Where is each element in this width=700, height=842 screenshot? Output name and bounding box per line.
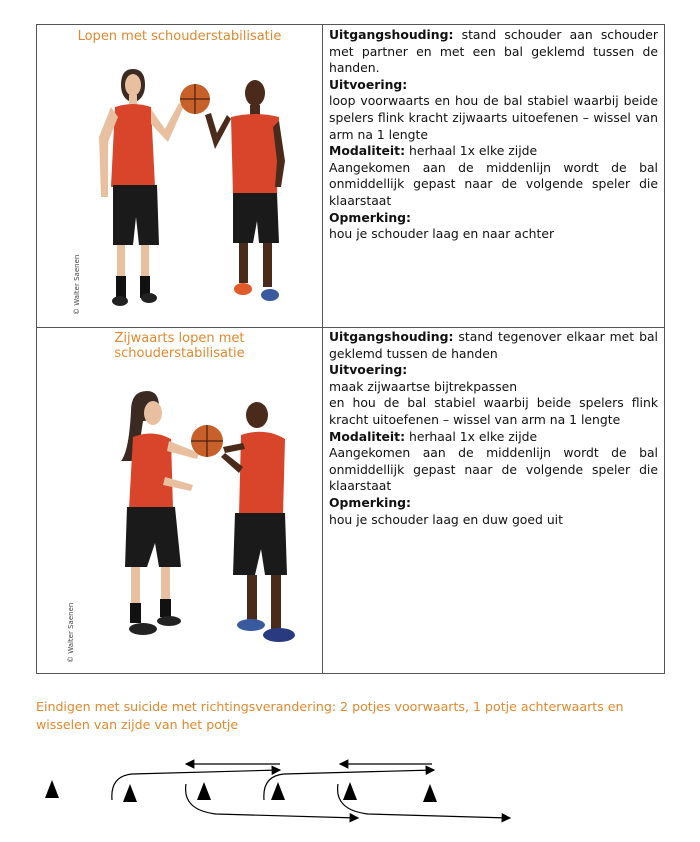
exercise-1-arrival-text: Aangekomen aan de middenlijn wordt de bal onmiddellijk gepast naar de volgende speler die klaarstaat [329, 159, 658, 208]
cone-icon [197, 782, 211, 800]
exercise-row-1 [37, 25, 664, 328]
exercise-2-execution-text-1: maak zijwaartse bijtrekpassen [329, 378, 518, 394]
player-right [221, 402, 295, 642]
cone-icon [271, 782, 285, 800]
exercise-1-start-label: Uitgangshouding: [329, 27, 454, 42]
exercise-2-title-line-1: Zijwaarts lopen met [114, 331, 245, 346]
exercise-1-photo [65, 51, 305, 323]
exercise-row-2 [37, 327, 664, 673]
exercise-1-remark-text: hou je schouder laag en naar achter [329, 226, 555, 242]
cone-icon [343, 782, 357, 800]
player-right [205, 80, 285, 301]
exercise-2-description [329, 329, 658, 528]
exercise-2-photo-credit: © Walter Saenen [67, 602, 75, 663]
exercise-2-execution-text-2: en hou de bal stabiel waarbij beide spelers flink kracht uitoefenen – wissel van arm na 1 lengte [329, 395, 658, 427]
exercise-1-image-cell [37, 25, 323, 327]
exercise-2-remark-text: hou je schouder laag en duw goed uit [329, 511, 563, 527]
exercise-2-modality-label: Modaliteit: [329, 428, 406, 444]
player-left [99, 69, 184, 306]
exercise-1-description [329, 27, 658, 243]
exercise-2-execution-label: Uitvoering: [329, 362, 408, 378]
exercise-1-execution-label: Uitvoering: [329, 76, 408, 92]
exercise-2-photo [57, 367, 307, 667]
exercise-1-remark-label: Opmerking: [329, 209, 411, 225]
forward-arrow [112, 770, 280, 800]
suicide-drill-diagram [0, 750, 700, 842]
exercise-2-modality-text: herhaal 1x elke zijde [408, 428, 538, 444]
exercise-1-text-cell [323, 25, 664, 327]
exercise-1-photo-credit: © Walter Saenen [73, 254, 81, 315]
exercise-2-title [37, 331, 322, 361]
cone-icon [123, 784, 137, 802]
exercise-2-text-cell [323, 327, 664, 673]
exercise-1-start-text: stand schouder aan schouder met partner en met een bal geklemd tussen de handen. [329, 27, 658, 76]
exercise-2-start-text: stand tegenover elkaar met bal geklemd tussen de handen [329, 329, 658, 361]
exercise-2-image-cell [37, 327, 323, 673]
exercise-2-start-label: Uitgangshouding: [329, 329, 454, 344]
cone-icon [45, 780, 59, 798]
exercise-1-modality-label: Modaliteit: [329, 143, 406, 159]
exercise-2-remark-label: Opmerking: [329, 494, 411, 510]
player-left [121, 391, 199, 635]
exercise-1-execution-text: loop voorwaarts en hou de bal stabiel waarbij beide spelers flink kracht zijwaarts uitoefenen – wissel van arm na 1 lengte [329, 93, 658, 142]
exercise-1-title: Lopen met schouderstabilisatie [77, 29, 282, 44]
exercise-1-modality-text: herhaal 1x elke zijde [408, 143, 538, 159]
exercise-table [36, 24, 665, 674]
cone-icon [423, 784, 437, 802]
exercise-2-title-line-2: schouderstabilisatie [114, 346, 245, 361]
exercise-2-arrival-text: Aangekomen aan de middenlijn wordt de bal onmiddellijk gepast naar de volgende speler die klaarstaat [329, 445, 658, 494]
forward-arrow [186, 784, 358, 818]
suicide-section-title: Eindigen met suicide met richtingsverandering: 2 potjes voorwaarts, 1 potje achterwaarts en wisselen van zijde van het potje [36, 699, 624, 732]
